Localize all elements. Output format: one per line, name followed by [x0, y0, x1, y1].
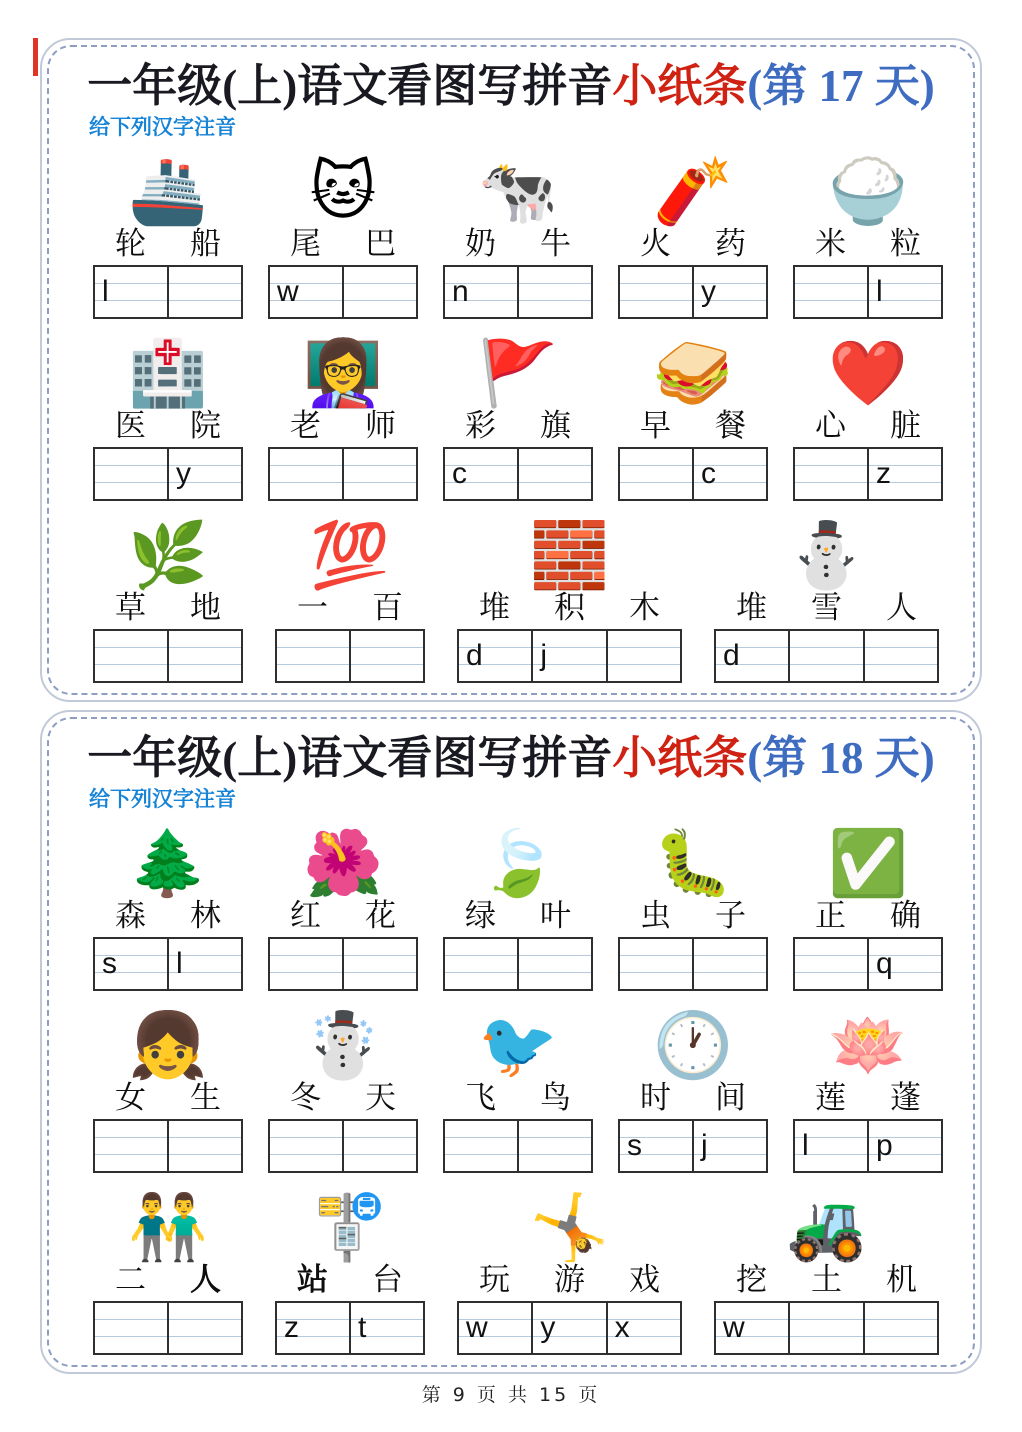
word-card — [443, 325, 593, 501]
pinyin-letter: w — [466, 1311, 488, 1344]
pinyin-cell[interactable] — [795, 267, 867, 317]
pinyin-grid — [93, 265, 243, 319]
pinyin-cell[interactable] — [692, 1121, 766, 1171]
hanzi-char: 奶 — [465, 226, 496, 261]
pinyin-cell[interactable] — [620, 939, 692, 989]
pinyin-letter: l — [802, 1129, 809, 1162]
hanzi-word — [793, 225, 943, 263]
card-row — [93, 325, 973, 501]
cow-image: 🐄 — [478, 155, 558, 227]
title-day-text: (第 18 天) — [747, 733, 935, 783]
pinyin-letter: j — [701, 1129, 708, 1162]
hanzi-char: 医 — [115, 408, 146, 443]
pinyin-letter: p — [876, 1129, 893, 1162]
lotus-seedpod-image: 🪷 — [828, 1009, 908, 1081]
pinyin-cell[interactable] — [167, 1303, 241, 1353]
hanzi-char: 莲 — [815, 1080, 846, 1115]
pinyin-grid — [793, 265, 943, 319]
hanzi-char: 脏 — [890, 408, 921, 443]
hanzi-char: 尾 — [290, 226, 321, 261]
hanzi-char: 百 — [372, 590, 403, 625]
excavator-image: 🚜 — [786, 1191, 867, 1263]
pinyin-grid — [268, 937, 418, 991]
pinyin-cell[interactable] — [167, 267, 241, 317]
clock-image: 🕐 — [653, 1009, 733, 1081]
pinyin-letter: c — [452, 457, 467, 490]
word-card — [443, 815, 593, 991]
pinyin-cell[interactable] — [95, 1121, 167, 1171]
pinyin-cell[interactable] — [342, 939, 416, 989]
hanzi-char: 彩 — [465, 408, 496, 443]
hanzi-char: 雪 — [811, 590, 842, 625]
pinyin-grid — [793, 447, 943, 501]
worksheet-panel-day18 — [40, 710, 982, 1374]
title-main-text: 一年级(上)语文看图写拼音 — [87, 61, 613, 111]
hanzi-word — [93, 407, 243, 445]
hanzi-char: 机 — [886, 1262, 917, 1297]
word-card — [618, 997, 768, 1173]
pinyin-grid — [443, 447, 593, 501]
pinyin-grid — [793, 937, 943, 991]
rice-grains-image: 🍚 — [828, 155, 908, 227]
pinyin-cell[interactable] — [167, 939, 241, 989]
pinyin-letter: s — [627, 1129, 642, 1162]
word-card — [714, 1179, 939, 1355]
pinyin-grid — [443, 1119, 593, 1173]
pinyin-cell[interactable] — [795, 1121, 867, 1171]
bus-stop-image: 🚏 — [310, 1191, 390, 1263]
hanzi-word — [618, 225, 768, 263]
hanzi-char: 院 — [190, 408, 221, 443]
pinyin-cell[interactable] — [270, 449, 342, 499]
word-card — [793, 143, 943, 319]
pinyin-grid — [268, 447, 418, 501]
pinyin-cell[interactable] — [788, 1303, 862, 1353]
pinyin-cell[interactable] — [606, 1303, 680, 1353]
green-leaf-image: 🍃 — [478, 827, 558, 899]
hanzi-word — [268, 1079, 418, 1117]
card-row — [93, 997, 973, 1173]
hanzi-char: 早 — [640, 408, 671, 443]
pinyin-cell[interactable] — [95, 1303, 167, 1353]
page-number-footer: 第 9 页 共 15 页 — [421, 1384, 601, 1406]
hanzi-word — [714, 1261, 939, 1299]
snowman-image: ⛄ — [786, 519, 867, 591]
red-edge-mark — [33, 38, 38, 76]
pinyin-letter: y — [701, 275, 716, 308]
pinyin-grid — [275, 1301, 425, 1355]
pinyin-cell[interactable] — [788, 631, 862, 681]
hanzi-word — [268, 407, 418, 445]
hanzi-word — [443, 1079, 593, 1117]
hanzi-word — [268, 897, 418, 935]
dynamite-image: 🧨 — [653, 155, 733, 227]
pinyin-cell[interactable] — [531, 631, 605, 681]
pinyin-letter: w — [277, 275, 299, 308]
caterpillar-image: 🐛 — [653, 827, 733, 899]
title-day-text: (第 17 天) — [747, 61, 935, 111]
word-card — [618, 815, 768, 991]
hanzi-char: 粒 — [890, 226, 921, 261]
pinyin-letter: z — [876, 457, 891, 490]
card-row — [93, 143, 973, 319]
pinyin-cell[interactable] — [716, 631, 788, 681]
hanzi-word — [793, 897, 943, 935]
pinyin-cell[interactable] — [445, 449, 517, 499]
hanzi-char: 蓬 — [890, 1080, 921, 1115]
page-title — [49, 729, 973, 787]
pinyin-cell[interactable] — [342, 267, 416, 317]
checkmark-image: ✅ — [828, 827, 908, 899]
pinyin-grid — [618, 1119, 768, 1173]
card-row — [93, 815, 973, 991]
hanzi-char: 火 — [640, 226, 671, 261]
hanzi-char: 挖 — [736, 1262, 767, 1297]
hanzi-char: 游 — [554, 1262, 585, 1297]
hanzi-word — [268, 225, 418, 263]
word-card — [714, 507, 939, 683]
hanzi-char: 间 — [715, 1080, 746, 1115]
hanzi-char: 正 — [815, 898, 846, 933]
pinyin-cell[interactable] — [716, 1303, 788, 1353]
hospital-image: 🏥 — [128, 337, 208, 409]
hanzi-char: 师 — [365, 408, 396, 443]
pinyin-letter: x — [614, 1311, 630, 1344]
pinyin-letter: d — [466, 639, 483, 672]
hanzi-word — [93, 1079, 243, 1117]
hanzi-word — [443, 225, 593, 263]
pinyin-grid — [618, 265, 768, 319]
red-flower-image: 🌺 — [303, 827, 383, 899]
hanzi-word — [93, 225, 243, 263]
pinyin-grid — [714, 1301, 939, 1355]
hanzi-char: 草 — [115, 590, 146, 625]
hanzi-char: 木 — [629, 590, 660, 625]
pinyin-cell[interactable] — [95, 449, 167, 499]
page-title — [49, 57, 973, 115]
hanzi-char: 天 — [365, 1080, 396, 1115]
breakfast-image: 🥪 — [653, 337, 733, 409]
pinyin-letter: c — [701, 457, 716, 490]
word-card — [93, 815, 243, 991]
title-highlight-text: 小纸条 — [612, 61, 748, 111]
pinyin-cell[interactable] — [445, 1121, 517, 1171]
hanzi-char: 牛 — [540, 226, 571, 261]
pinyin-cell[interactable] — [795, 939, 867, 989]
word-card — [268, 997, 418, 1173]
pinyin-grid — [457, 629, 682, 683]
hanzi-word — [275, 589, 425, 627]
hanzi-char: 红 — [290, 898, 321, 933]
hanzi-char: 土 — [811, 1262, 842, 1297]
word-card — [457, 1179, 682, 1355]
hanzi-char: 花 — [365, 898, 396, 933]
hanzi-char: 鸟 — [540, 1080, 571, 1115]
pinyin-cell[interactable] — [277, 1303, 349, 1353]
hanzi-char: 时 — [640, 1080, 671, 1115]
pinyin-cell[interactable] — [167, 631, 241, 681]
pinyin-cell[interactable] — [867, 1121, 941, 1171]
hanzi-char: 台 — [372, 1262, 403, 1297]
word-card — [443, 997, 593, 1173]
pinyin-cell[interactable] — [620, 1121, 692, 1171]
colored-flags-image: 🚩 — [478, 337, 558, 409]
pinyin-cell[interactable] — [795, 449, 867, 499]
pinyin-cell[interactable] — [95, 267, 167, 317]
word-card — [268, 143, 418, 319]
pinyin-letter: t — [358, 1311, 367, 1344]
pinyin-cell[interactable] — [349, 631, 423, 681]
pinyin-cell[interactable] — [277, 631, 349, 681]
hanzi-word — [93, 1261, 243, 1299]
hanzi-char: 玩 — [479, 1262, 510, 1297]
pinyin-cell[interactable] — [517, 449, 591, 499]
word-card — [93, 143, 243, 319]
title-main-text: 一年级(上)语文看图写拼音 — [87, 733, 613, 783]
hanzi-char: 冬 — [290, 1080, 321, 1115]
pinyin-cell[interactable] — [270, 939, 342, 989]
pinyin-cell[interactable] — [620, 267, 692, 317]
pinyin-letter: y — [176, 457, 191, 490]
pinyin-grid — [268, 265, 418, 319]
hanzi-char: 绿 — [465, 898, 496, 933]
worksheet-panel-day18-inner — [47, 717, 975, 1367]
hanzi-char: 巴 — [365, 226, 396, 261]
pinyin-grid — [618, 447, 768, 501]
pinyin-letter: l — [876, 275, 883, 308]
pinyin-cell[interactable] — [692, 267, 766, 317]
pinyin-grid — [275, 629, 425, 683]
hanzi-char: 女 — [115, 1080, 146, 1115]
pinyin-cell[interactable] — [863, 1303, 937, 1353]
hanzi-char: 确 — [890, 898, 921, 933]
pinyin-letter: q — [876, 947, 893, 980]
hanzi-word — [93, 897, 243, 935]
pinyin-letter: y — [540, 1311, 556, 1344]
hanzi-char: 二 — [115, 1262, 146, 1297]
flying-bird-image: 🐦 — [478, 1009, 558, 1081]
hanzi-char: 森 — [115, 898, 146, 933]
word-card — [275, 1179, 425, 1355]
hanzi-char: 地 — [190, 590, 221, 625]
girl-image: 👧 — [128, 1009, 208, 1081]
pinyin-grid — [443, 265, 593, 319]
hanzi-word — [457, 589, 682, 627]
pinyin-cell[interactable] — [459, 1303, 531, 1353]
hanzi-char: 人 — [190, 1262, 221, 1297]
hanzi-word — [793, 407, 943, 445]
hundred-score-image: 💯 — [310, 519, 390, 591]
pinyin-letter: l — [176, 947, 183, 980]
hanzi-char: 戏 — [629, 1262, 660, 1297]
pinyin-grid — [93, 1301, 243, 1355]
pinyin-grid — [443, 937, 593, 991]
worksheet-panel-day17 — [40, 38, 982, 702]
hanzi-char: 药 — [715, 226, 746, 261]
pinyin-cell[interactable] — [692, 939, 766, 989]
pinyin-cell[interactable] — [517, 939, 591, 989]
pinyin-cell[interactable] — [517, 1121, 591, 1171]
hanzi-char: 船 — [190, 226, 221, 261]
pinyin-grid — [93, 937, 243, 991]
pinyin-grid — [268, 1119, 418, 1173]
hanzi-char: 飞 — [465, 1080, 496, 1115]
card-row — [93, 507, 973, 683]
hanzi-word — [443, 897, 593, 935]
pinyin-cell[interactable] — [167, 1121, 241, 1171]
hanzi-char: 生 — [190, 1080, 221, 1115]
pinyin-letter: l — [102, 275, 109, 308]
instruction-text: 给下列汉字注音 — [89, 116, 236, 139]
pinyin-grid — [714, 629, 939, 683]
hanzi-word — [618, 1079, 768, 1117]
hanzi-char: 老 — [290, 408, 321, 443]
pinyin-grid — [93, 629, 243, 683]
word-card — [443, 143, 593, 319]
word-card — [793, 997, 943, 1173]
pinyin-grid — [457, 1301, 682, 1355]
hanzi-char: 人 — [886, 590, 917, 625]
word-card — [618, 143, 768, 319]
word-card — [93, 325, 243, 501]
word-card — [457, 507, 682, 683]
hanzi-char: 叶 — [540, 898, 571, 933]
pinyin-cell[interactable] — [342, 449, 416, 499]
word-card — [793, 325, 943, 501]
pinyin-cell[interactable] — [606, 631, 680, 681]
pinyin-cell[interactable] — [270, 267, 342, 317]
hanzi-char: 虫 — [640, 898, 671, 933]
instruction-text: 给下列汉字注音 — [89, 788, 236, 811]
pinyin-cell[interactable] — [867, 449, 941, 499]
pinyin-cell[interactable] — [620, 449, 692, 499]
title-highlight-text: 小纸条 — [612, 733, 748, 783]
hanzi-word — [618, 407, 768, 445]
heart-image: ❤️ — [828, 337, 908, 409]
pinyin-cell[interactable] — [531, 1303, 605, 1353]
grassland-image: 🌿 — [128, 519, 208, 591]
hanzi-char: 堆 — [479, 590, 510, 625]
card-grid — [49, 815, 973, 1355]
teacher-image: 👩‍🏫 — [303, 337, 383, 409]
pinyin-cell[interactable] — [867, 939, 941, 989]
hanzi-char: 旗 — [540, 408, 571, 443]
hanzi-word — [275, 1261, 425, 1299]
word-card — [618, 325, 768, 501]
pinyin-cell[interactable] — [863, 631, 937, 681]
winter-scene-image: ☃️ — [303, 1009, 383, 1081]
ship-image: 🚢 — [128, 155, 208, 227]
pinyin-grid — [93, 447, 243, 501]
hanzi-word — [443, 407, 593, 445]
pinyin-cell[interactable] — [270, 1121, 342, 1171]
pinyin-cell[interactable] — [517, 267, 591, 317]
pinyin-grid — [618, 937, 768, 991]
pinyin-letter: s — [102, 947, 117, 980]
hanzi-char: 轮 — [115, 226, 146, 261]
hanzi-char: 餐 — [715, 408, 746, 443]
pinyin-cell[interactable] — [349, 1303, 423, 1353]
two-boys-image: 👬 — [128, 1191, 208, 1263]
hanzi-word — [793, 1079, 943, 1117]
pinyin-cell[interactable] — [459, 631, 531, 681]
word-card — [93, 997, 243, 1173]
hanzi-word — [618, 897, 768, 935]
card-row — [93, 1179, 973, 1355]
pinyin-letter: z — [284, 1311, 299, 1344]
pinyin-grid — [793, 1119, 943, 1173]
worksheet-panel-day17-inner — [47, 45, 975, 695]
pinyin-cell[interactable] — [867, 267, 941, 317]
word-card — [793, 815, 943, 991]
hanzi-char: 一 — [297, 590, 328, 625]
word-card — [93, 507, 243, 683]
forest-image: 🌲 — [128, 827, 208, 899]
pinyin-letter: w — [723, 1311, 745, 1344]
pinyin-cell[interactable] — [692, 449, 766, 499]
pinyin-cell[interactable] — [95, 631, 167, 681]
building-blocks-image: 🧱 — [529, 519, 610, 591]
pinyin-cell[interactable] — [342, 1121, 416, 1171]
word-card — [275, 507, 425, 683]
hanzi-char: 站 — [297, 1262, 328, 1297]
hanzi-char: 堆 — [736, 590, 767, 625]
hanzi-char: 心 — [815, 408, 846, 443]
hanzi-char: 积 — [554, 590, 585, 625]
card-grid — [49, 143, 973, 683]
word-card — [93, 1179, 243, 1355]
hanzi-word — [457, 1261, 682, 1299]
hanzi-char: 林 — [190, 898, 221, 933]
hanzi-word — [714, 589, 939, 627]
cat-image: 🐱 — [309, 155, 377, 227]
pinyin-cell[interactable] — [445, 939, 517, 989]
word-card — [268, 815, 418, 991]
pinyin-letter: n — [452, 275, 469, 308]
hanzi-word — [93, 589, 243, 627]
hopscotch-image: 🤸 — [529, 1191, 610, 1263]
word-card — [268, 325, 418, 501]
pinyin-cell[interactable] — [167, 449, 241, 499]
pinyin-letter: d — [723, 639, 740, 672]
pinyin-cell[interactable] — [95, 939, 167, 989]
pinyin-cell[interactable] — [445, 267, 517, 317]
pinyin-letter: j — [540, 639, 547, 672]
pinyin-grid — [93, 1119, 243, 1173]
hanzi-char: 子 — [715, 898, 746, 933]
hanzi-char: 米 — [815, 226, 846, 261]
